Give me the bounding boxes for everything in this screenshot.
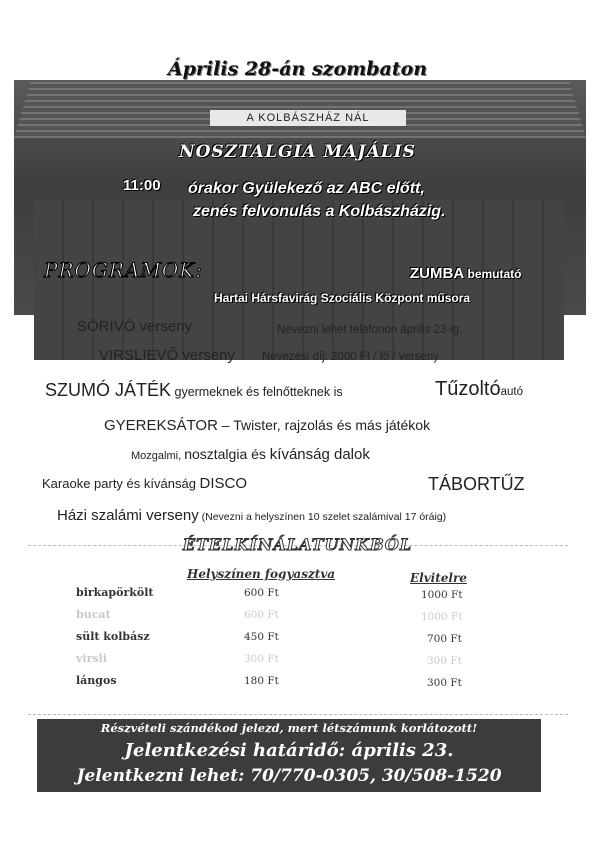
event-title: NOSZTALGIA MAJÁLIS (179, 142, 416, 162)
gathering-text: órakor Gyülekező az ABC előtt, (188, 180, 425, 197)
szumo-main: SZUMÓ JÁTÉK (45, 380, 172, 400)
footer-deadline: Jelentkezési határidő: április 23. (124, 740, 454, 761)
menu-item-onsite: 450 Ft (244, 631, 279, 643)
menu-item-name: sült kolbász (76, 630, 150, 643)
zumba-line (410, 265, 522, 282)
mozgalmi-line (131, 446, 370, 464)
menu-item-name: bucat (76, 608, 111, 621)
parade-text: zenés felvonulás a Kolbászházig. (193, 203, 446, 220)
karaoke-a: Karaoke party és kívánság (42, 476, 200, 491)
hartai-program: Hartai Hársfavirág Szociális Központ műsora (214, 291, 471, 305)
menu-item-takeaway: 700 Ft (427, 633, 462, 645)
virsli-contest: VIRSLIEVŐ verseny (99, 347, 235, 364)
roof (14, 80, 586, 138)
menu-item-onsite: 300 Ft (244, 653, 279, 665)
szumo-line (45, 380, 343, 401)
tabortuz: TÁBORTŰZ (428, 474, 525, 494)
sorivo-contest: SÖRIVÓ verseny (77, 318, 193, 335)
menu-item-takeaway: 1000 Ft (421, 611, 463, 623)
footer-phone: Jelentkezni lehet: 70/770-0305, 30/508-1520 (76, 766, 502, 786)
mozgalmi-c: kívánság dalok (269, 446, 370, 463)
menu-item-takeaway: 300 Ft (427, 655, 462, 667)
szalami-note: (Nevezni a helyszínen 10 szelet szalámival 17 óráig) (198, 511, 447, 523)
szalami-main: Házi szalámi verseny (57, 507, 199, 524)
karaoke-line (42, 475, 247, 493)
virsli-note: Nevezési díj: 2000 Ft / fő / verseny (262, 351, 440, 363)
zumba-main: ZUMBA (410, 265, 465, 282)
karaoke-b: DISCO (199, 475, 248, 492)
szalami-line (57, 507, 446, 525)
tuzolto-line (435, 378, 523, 401)
footer-notice: Részvételi szándékod jelezd, mert létszámunk korlátozott! (100, 721, 478, 735)
event-time: 11:00 (123, 177, 161, 194)
menu-item-name: lángos (76, 674, 117, 687)
menu-divider-bottom (28, 714, 568, 715)
menu-item-name: birkapörkölt (76, 586, 154, 599)
menu-item-name: virsli (76, 652, 107, 665)
tuzolto-main: Tűzoltó (435, 378, 501, 400)
gyereksator-rest: – Twister, rajzolás és más játékok (217, 417, 431, 433)
tuzolto-rest: autó (500, 386, 523, 398)
programs-label: PROGRAMOK: (44, 258, 203, 282)
zumba-rest: bemutató (464, 267, 522, 281)
mozgalmi-a: Mozgalmi, (131, 450, 185, 462)
menu-title: ÉTELKÍNÁLATUNKBÓL (182, 535, 413, 554)
gyereksator-main: GYEREKSÁTOR (104, 417, 218, 434)
date-title: Április 28-án szombaton (167, 58, 428, 80)
mozgalmi-b: nosztalgia és (184, 446, 270, 462)
col-onsite-header: Helyszínen fogyasztva (187, 567, 336, 581)
menu-item-onsite: 600 Ft (244, 609, 279, 621)
col-takeaway-header: Elvitelre (410, 571, 467, 585)
szumo-rest: gyermeknek és felnőtteknek is (171, 385, 343, 399)
menu-item-onsite: 600 Ft (244, 587, 279, 599)
menu-item-takeaway: 300 Ft (427, 677, 462, 689)
building-sign: A KOLBÁSZHÁZ NÁL (210, 110, 406, 126)
menu-item-takeaway: 1000 Ft (421, 589, 463, 601)
gyereksator-line (104, 417, 430, 435)
sorivo-note: Nevezni lehet telefonon április 23-ig. (277, 324, 463, 336)
menu-item-onsite: 180 Ft (244, 675, 279, 687)
